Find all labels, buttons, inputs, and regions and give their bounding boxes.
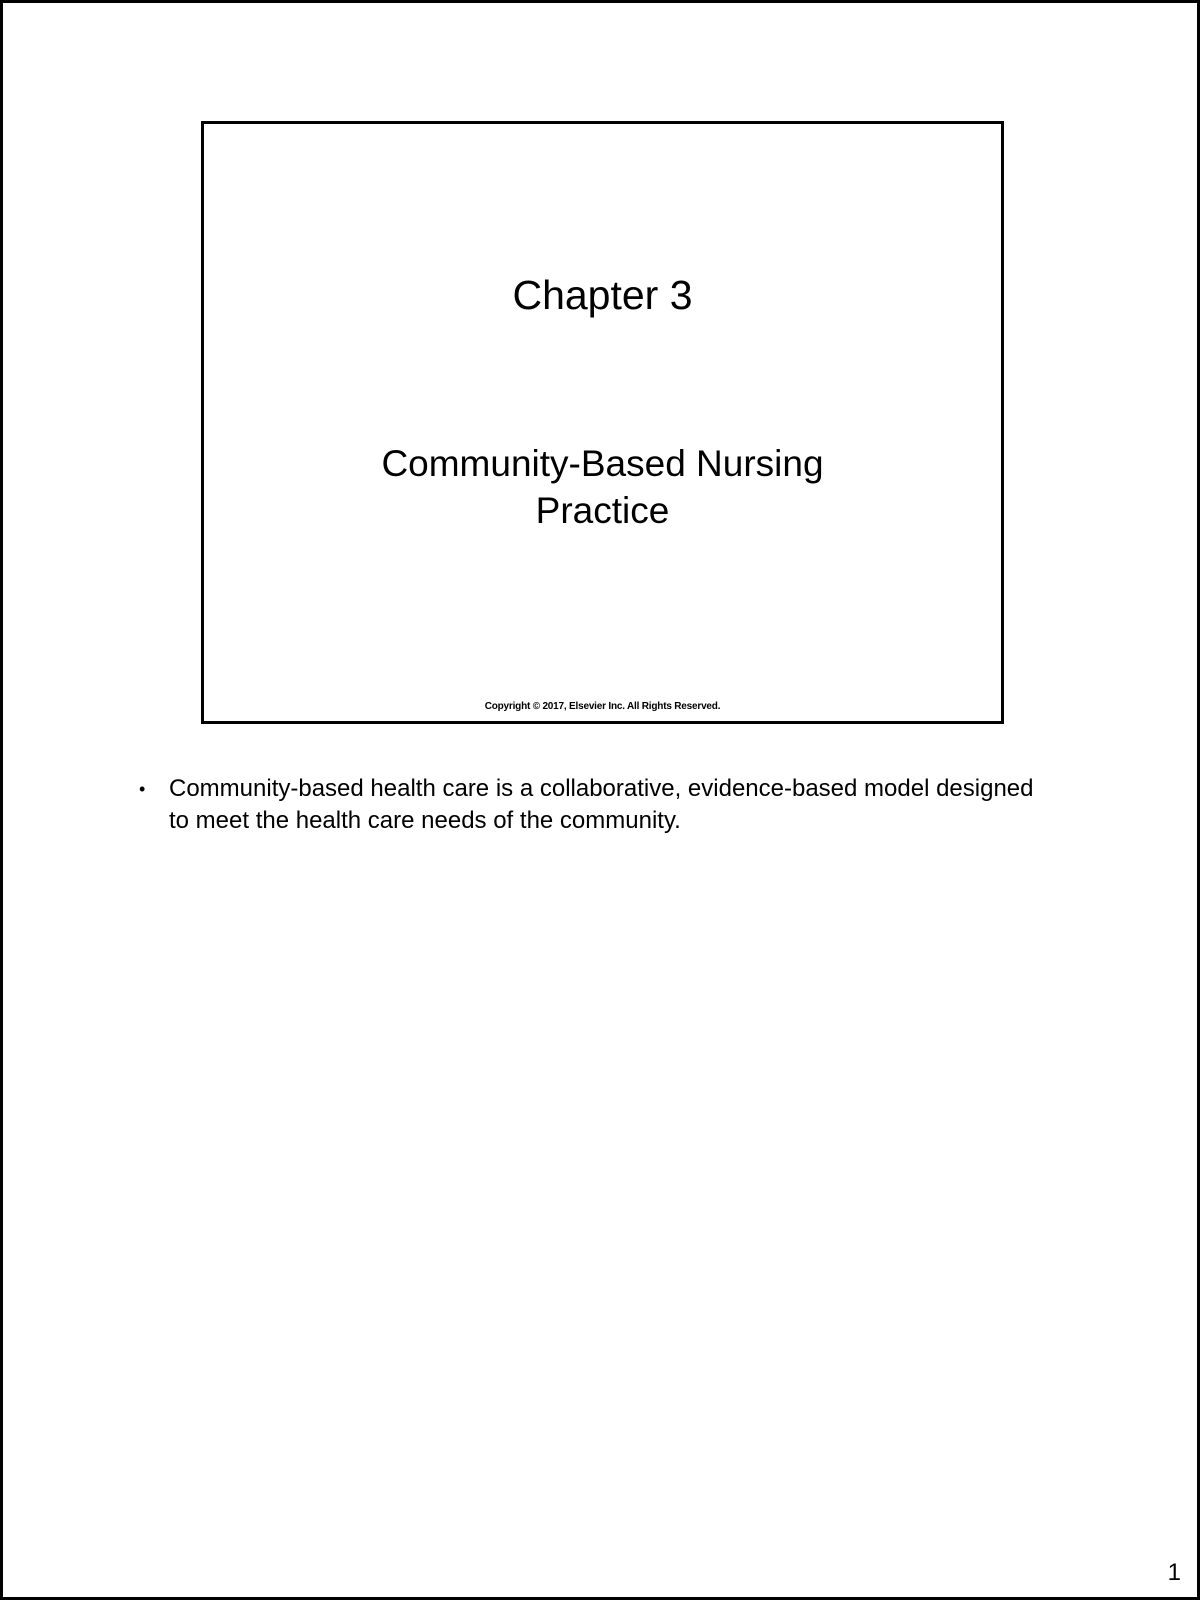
page-number: 1 — [1167, 1559, 1181, 1586]
slide-subtitle-line-1: Community-Based Nursing — [381, 443, 824, 484]
slide-title: Chapter 3 — [512, 272, 693, 318]
slide-subtitle-line-2: Practice — [535, 490, 670, 531]
slide-copyright: Copyright © 2017, Elsevier Inc. All Rights Reserved. — [484, 701, 721, 712]
slide-thumbnail — [201, 121, 1004, 724]
notes-item-text: Community-based health care is a collaborative, evidence-based model designed to meet the health care needs of the community. — [169, 775, 1034, 834]
slide-subtitle — [204, 440, 1001, 534]
notes-list-item — [139, 773, 1039, 837]
speaker-notes — [139, 773, 1039, 837]
bullet-icon: • — [139, 779, 146, 799]
